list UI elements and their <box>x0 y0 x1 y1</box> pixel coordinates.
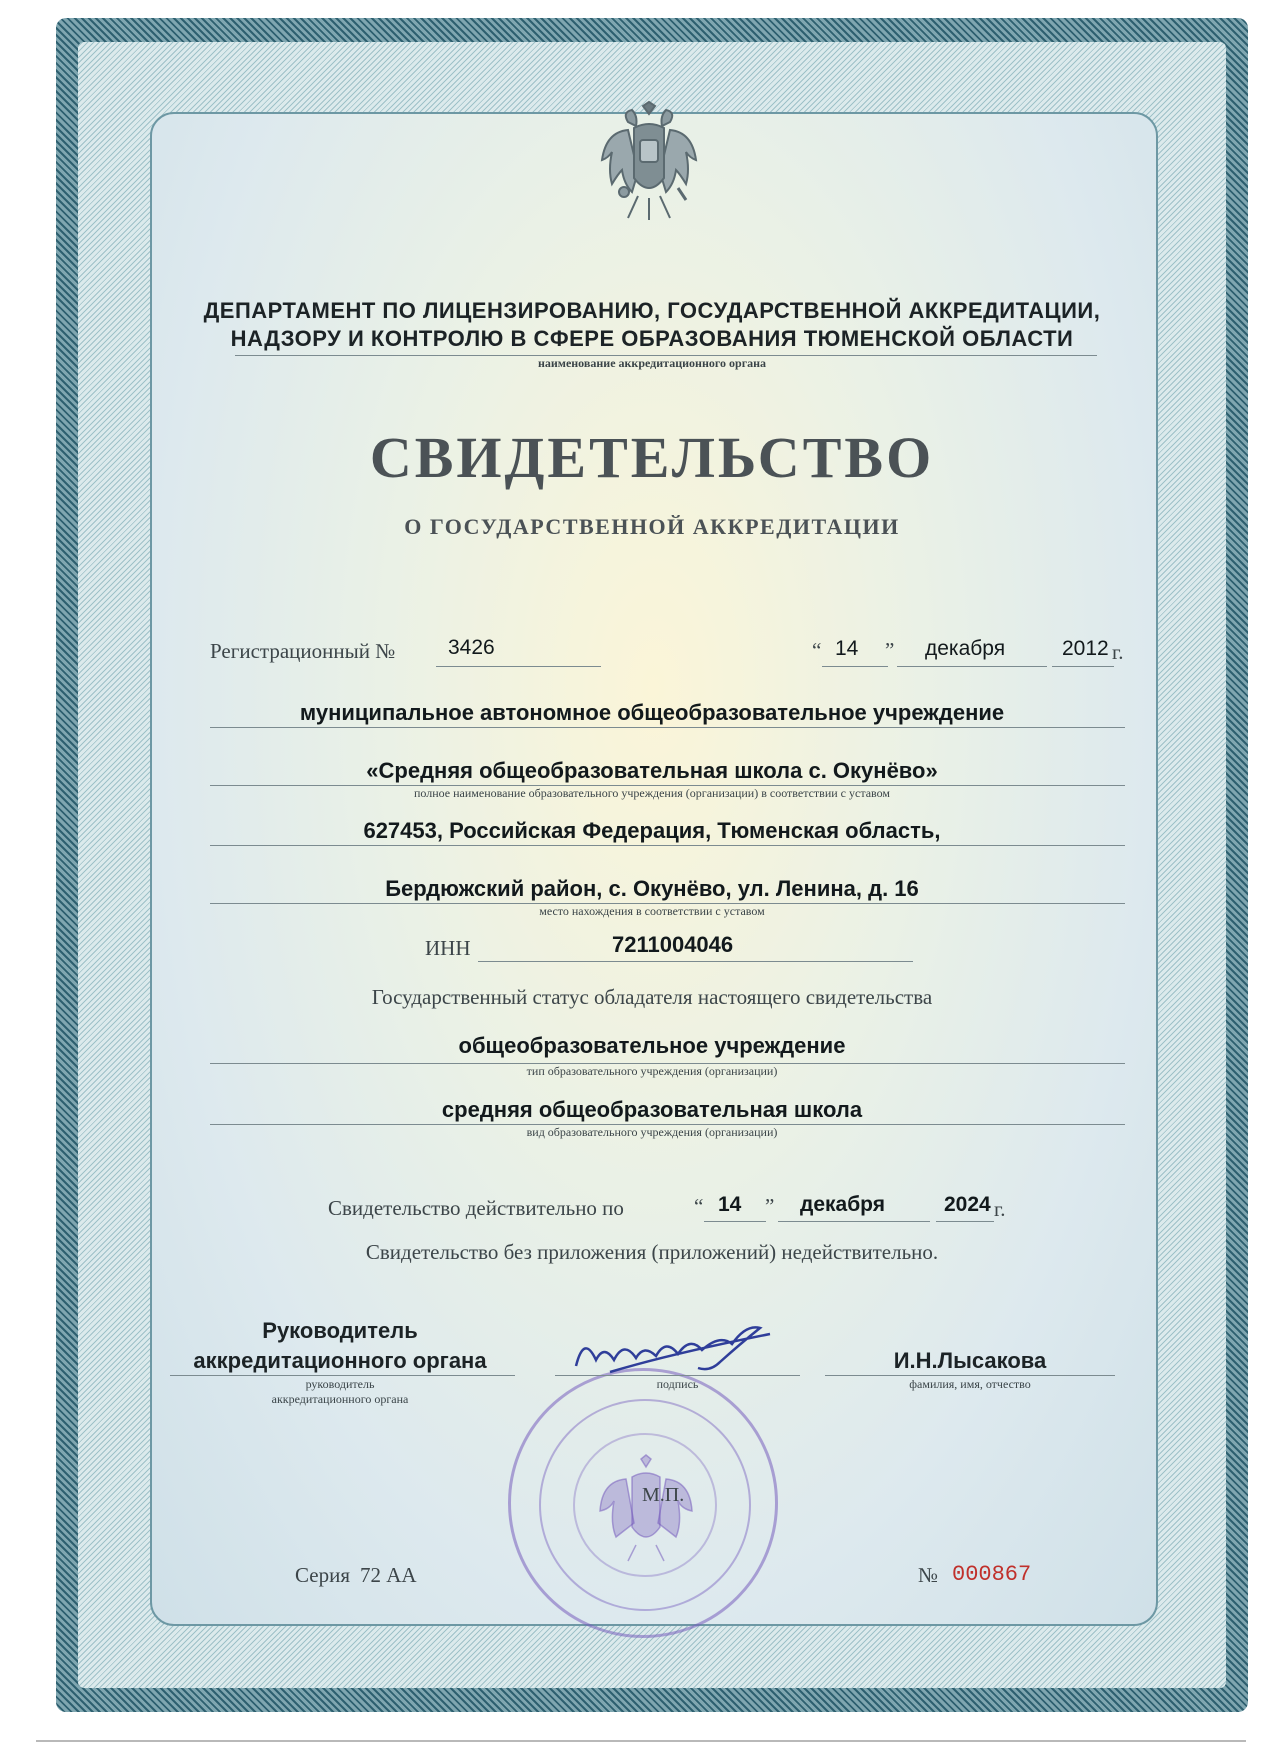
registration-day-underline <box>822 666 888 667</box>
institution-kind: средняя общеобразовательная школа <box>441 1097 863 1122</box>
address-underline-1 <box>210 845 1125 846</box>
organization-underline-1 <box>210 727 1125 728</box>
institution-kind-caption: вид образовательного учреждения (организации) <box>526 1125 778 1139</box>
document-title: СВИДЕТЕЛЬСТВО <box>369 425 935 490</box>
address-line-2: Бердюжский район, с. Окунёво, ул. Ленина, д. 16 <box>385 876 919 901</box>
signature-underline <box>555 1375 800 1376</box>
validity-label: Свидетельство действительно по <box>328 1196 624 1220</box>
registration-quote-close: ” <box>885 638 895 662</box>
validity-day-underline <box>704 1221 766 1222</box>
validity-day: 14 <box>718 1193 742 1216</box>
registration-label: Регистрационный № <box>210 639 396 663</box>
validity-quote-open: “ <box>694 1194 704 1218</box>
authority-line-1: ДЕПАРТАМЕНТ ПО ЛИЦЕНЗИРОВАНИЮ, ГОСУДАРСТВЕННОЙ АККРЕДИТАЦИИ, <box>203 298 1101 323</box>
inn-label: ИНН <box>425 936 471 960</box>
number-label: № <box>918 1563 939 1587</box>
validity-note: Свидетельство без приложения (приложений) недействительно. <box>365 1240 939 1264</box>
handwritten-signature <box>570 1314 800 1384</box>
signatory-name-underline <box>825 1375 1115 1376</box>
registration-month-underline <box>897 666 1047 667</box>
validity-month: декабря <box>800 1193 885 1216</box>
registration-month: декабря <box>925 637 1006 660</box>
inn-value: 7211004046 <box>612 932 734 957</box>
organization-line-1: муниципальное автономное общеобразовательное учреждение <box>299 700 1005 725</box>
signatory-name: И.Н.Лысакова <box>893 1348 1047 1373</box>
inn-underline <box>478 961 913 962</box>
validity-quote-close: ” <box>765 1194 775 1218</box>
blank-number: 000867 <box>952 1562 1032 1587</box>
validity-year-underline <box>936 1221 994 1222</box>
signatory-role-line-1: Руководитель <box>262 1318 418 1343</box>
institution-type-caption: тип образовательного учреждения (организации) <box>526 1064 778 1078</box>
address-line-1: 627453, Российская Федерация, Тюменская область, <box>363 818 941 843</box>
document-subtitle: О ГОСУДАРСТВЕННОЙ АККРЕДИТАЦИИ <box>404 514 900 539</box>
coat-of-arms-icon <box>598 100 700 222</box>
registration-year-suffix: г. <box>1112 640 1124 664</box>
signatory-role-line-2: аккредитационного органа <box>193 1348 487 1373</box>
registration-number-underline <box>436 666 601 667</box>
address-caption: место нахождения в соответствии с уставом <box>539 904 765 918</box>
validity-year-suffix: г. <box>994 1197 1006 1221</box>
validity-month-underline <box>778 1221 930 1222</box>
validity-year: 2024 <box>944 1193 991 1216</box>
signature-caption: подпись <box>656 1377 699 1391</box>
status-heading: Государственный статус обладателя настоящего свидетельства <box>371 985 933 1009</box>
registration-year-underline <box>1052 666 1114 667</box>
page-margin <box>0 1712 1275 1755</box>
registration-quote-open: “ <box>812 638 822 662</box>
series-label: Серия <box>295 1563 350 1587</box>
seal-emblem-icon <box>596 1453 696 1563</box>
series-value: 72 АА <box>360 1563 417 1587</box>
seal-place-mark: М.П. <box>642 1484 685 1506</box>
signatory-role-caption-2: аккредитационного органа <box>271 1392 409 1406</box>
authority-caption: наименование аккредитационного органа <box>537 356 767 370</box>
signatory-role-underline <box>170 1375 515 1376</box>
signatory-role-caption-1: руководитель <box>305 1377 375 1391</box>
registration-year: 2012 <box>1062 637 1109 660</box>
organization-caption: полное наименование образовательного учреждения (организации) в соответствии с уставом <box>413 786 890 800</box>
page-divider <box>36 1740 1246 1742</box>
organization-line-2: «Средняя общеобразовательная школа с. Окунёво» <box>366 758 938 783</box>
signatory-name-caption: фамилия, имя, отчество <box>909 1377 1031 1391</box>
authority-line-2: НАДЗОРУ И КОНТРОЛЮ В СФЕРЕ ОБРАЗОВАНИЯ ТЮМЕНСКОЙ ОБЛАСТИ <box>230 326 1074 351</box>
institution-type: общеобразовательное учреждение <box>458 1033 846 1058</box>
registration-number: 3426 <box>448 636 495 659</box>
registration-day: 14 <box>835 637 859 660</box>
